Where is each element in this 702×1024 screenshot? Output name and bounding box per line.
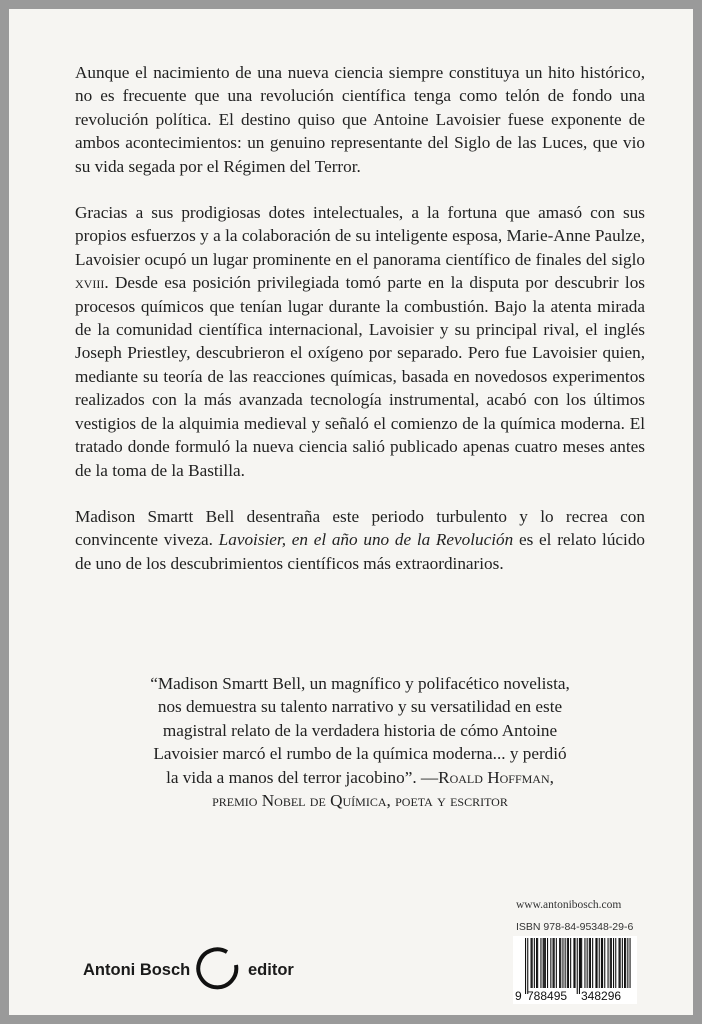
barcode-bar [532,938,533,988]
barcode-bar [613,938,614,988]
quote-line: “Madison Smartt Bell, un magnífico y polifacético novelista, [150,674,570,693]
quote-author: Roald Hoffman, [438,767,554,787]
review-quote [75,672,645,812]
barcode-bar [536,938,537,988]
barcode-digits-right: 348296 [581,989,622,1003]
barcode-bar [554,938,555,988]
barcode-bar [547,938,548,988]
barcode-bar [584,938,585,988]
barcode-bar [565,938,566,988]
barcode-bar [527,938,528,994]
barcode-bar [619,938,620,988]
barcode-digits-left: 788495 [527,989,568,1003]
barcode-bar [610,938,611,988]
barcode-bar [580,938,581,988]
barcode-first-digit: 9 [515,989,522,1003]
barcode-bar [562,938,563,988]
barcode-bar [587,938,588,988]
barcode-bar [597,938,598,988]
quote-line-end: la vida a manos del terror jacobino”. — [166,767,439,787]
quote-author-credit: premio Nobel de Química, poeta y escritor [212,791,508,811]
publisher-suffix: editor [248,961,294,979]
blurb-text [75,61,645,598]
barcode-bar [540,938,541,988]
barcode-bar [537,938,538,988]
barcode-bar [589,938,590,988]
blurb-p2-end: . Desde esa posición privilegiada tomó parte en la disputa por descubrir los procesos químicos que tenían lugar durante la combustión. Bajo la atenta mirada de la comunidad científica internacional, Lavoisier y su principal rival, el inglés Joseph Priestley, descubrieron el oxígeno por separado. Pero fue Lavoisier quien, mediante su teoría de las reacciones químicas, basada en novedosos experimentos realizados con la más avanzada tecnología instrumental, acabó con los últimos vestigios de la alquimia medieval y señaló el comienzo de la química moderna. El tratado donde formuló la nueva ciencia salió publicado apenas cuatro meses antes de la toma de la Bastilla. [75,273,645,480]
barcode-bar [592,938,593,988]
barcode-bar [525,938,526,994]
barcode-bar [590,938,591,988]
barcode-bar [570,938,571,988]
quote-line: nos demuestra su talento narrativo y su versatilidad en este [157,697,563,717]
blurb-p2-start: Gracias a sus prodigiosas dotes intelectuales, a la fortuna que amasó con sus propios esfuerzos y a la colaboración de su inteligente esposa, Marie-Anne Paulze, Lavoisier ocupó un lugar prominente en el panorama científico de finales del siglo [75,203,645,269]
quote-line: magistral relato de la verdadera historia de cómo Antoine [162,720,558,740]
barcode-bar [553,938,554,988]
barcode-bar [560,938,561,988]
barcode-bar [620,938,621,988]
barcode-bar [567,938,568,988]
barcode-bar [630,938,631,988]
blurb-paragraph-3 [75,505,645,575]
century-numeral: xviii [75,273,105,293]
barcode-bar [531,938,532,988]
book-title: Lavoisier, en el año uno de la Revolución [218,530,514,550]
barcode-bar [543,938,544,988]
quote-line [75,766,645,789]
barcode-bar [615,938,616,988]
publisher-name: Antoni Bosch [83,961,191,979]
isbn-number: ISBN 978-84-95348-29-6 [516,921,634,933]
quote-line: Lavoisier marcó el rumbo de la química moderna... y perdió [153,744,567,764]
barcode [513,936,637,1004]
barcode-bar [579,938,580,994]
barcode-bar [573,938,574,988]
blurb-paragraph-2 [75,201,645,482]
barcode-bar [559,938,560,988]
barcode-bar [595,938,596,988]
barcode-bar [544,938,545,988]
barcode-bar [599,938,600,988]
barcode-bar [534,938,535,988]
barcode-bar [604,938,605,988]
barcode-bar [545,938,546,988]
barcode-bar [627,938,628,988]
barcode-bar [622,938,623,988]
barcode-bar [556,938,557,988]
barcode-bar [577,938,578,994]
publisher-website: www.antonibosch.com [516,899,622,911]
barcode-bar [608,938,609,988]
barcode-bar [624,938,625,988]
barcode-bar [575,938,576,988]
blurb-p3-start: Madison Smartt Bell desentraña este periodo turbulento y lo recrea con convincente viveza. [75,506,645,550]
barcode-bar [550,938,551,988]
barcode-bar [568,938,569,988]
barcode-bar [581,938,582,988]
blurb-paragraph-1: Aunque el nacimiento de una nueva ciencia siempre constituya un hito histórico, no es frecuente que una revolución científica tenga como telón de fondo una revolución política. El destino quiso que Antoine Lavoisier fuese exponente de ambos acontecimientos: un genuino representante del Siglo de las Luces, que vio su vida segada por el Régimen del Terror. [75,63,645,176]
open-ring-logo-icon [195,946,243,994]
barcode-bar [602,938,603,988]
blurb-p3-end: es el relato lúcido de uno de los descubrimientos científicos más extraordinarios. [75,530,646,573]
barcode-bar [625,938,626,988]
barcode-bar [611,938,612,988]
barcode-bar [601,938,602,988]
